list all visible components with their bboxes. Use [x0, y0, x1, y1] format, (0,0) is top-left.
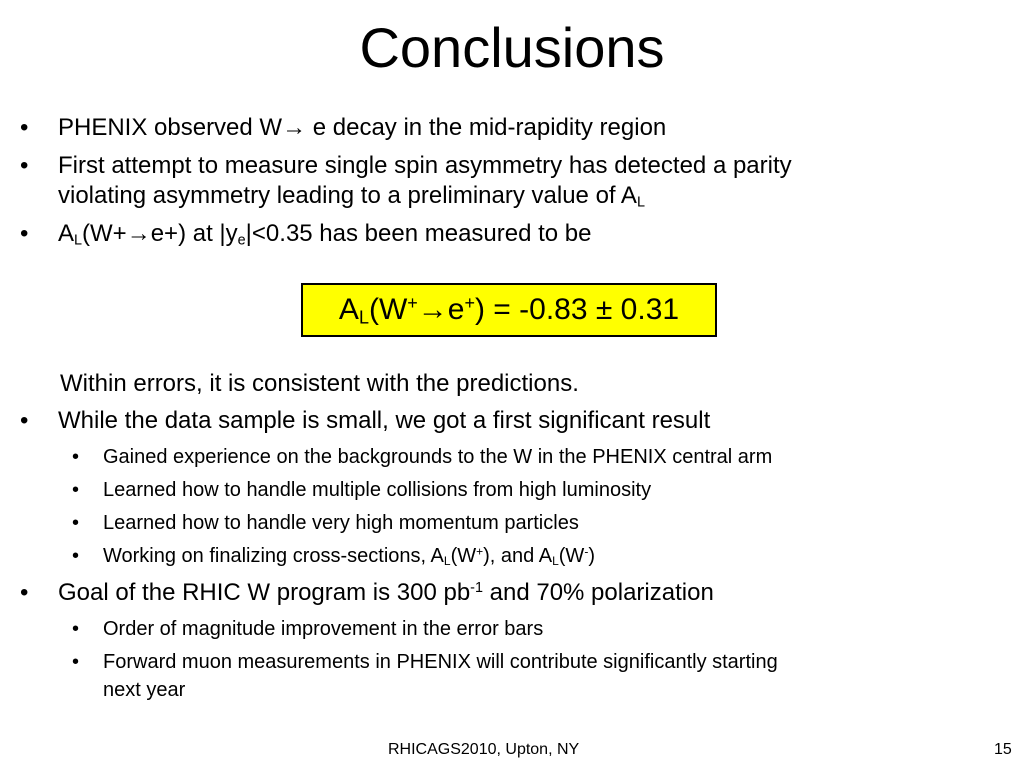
bullet-glyph: • [72, 545, 80, 567]
arrow-icon: → [417, 293, 448, 326]
subscript: L [443, 554, 451, 568]
bullet-text: Order of magnitude improvement in the error bars [103, 618, 544, 640]
bullet-text: Gained experience on the backgrounds to the W in the PHENIX central arm [103, 446, 773, 468]
footer-center: RHICAGS2010, Upton, NY [388, 741, 580, 758]
bullet-glyph: • [72, 651, 80, 673]
text-part: A [58, 220, 75, 247]
superscript: + [476, 544, 484, 559]
bullet-text [103, 543, 595, 569]
bullet-text [58, 113, 666, 143]
bullet-glyph: • [20, 220, 29, 247]
bullet-text [58, 578, 714, 608]
subscript: L [358, 307, 369, 328]
bullet-text: While the data sample is small, we got a first significant result [58, 407, 711, 434]
bullet-glyph: • [72, 479, 80, 501]
text-part: A [338, 293, 359, 326]
text-part: ) = -0.83 ± 0.31 [474, 293, 680, 326]
bullet-glyph: • [20, 579, 29, 606]
bullet-glyph: • [20, 114, 29, 141]
superscript: + [407, 293, 418, 314]
bullet-text: Learned how to handle very high momentum particles [103, 512, 579, 534]
subscript: L [636, 194, 645, 211]
bullet-text: Forward muon measurements in PHENIX will contribute significantly starting [103, 651, 778, 673]
arrow-icon: → [126, 220, 151, 247]
bullet-text: Within errors, it is consistent with the predictions. [60, 370, 579, 397]
page-number: 15 [994, 741, 1012, 758]
text-part: PHENIX observed W [58, 114, 283, 141]
subscript: L [74, 232, 83, 249]
superscript: - [584, 544, 589, 559]
bullet-text [58, 219, 592, 249]
bullet-glyph: • [20, 407, 29, 434]
text-part: |<0.35 has been measured to be [245, 220, 592, 247]
text-part: (W [368, 293, 408, 326]
superscript: -1 [470, 580, 483, 597]
text-part: (W+ [82, 220, 127, 247]
arrow-icon: → [282, 114, 307, 141]
superscript: + [464, 293, 475, 314]
result-box [301, 283, 717, 337]
text-part: e [447, 293, 465, 326]
subscript: L [552, 554, 559, 568]
text-part: Working on finalizing cross-sections, A [103, 545, 444, 567]
text-part: violating asymmetry leading to a preliminary value of A [58, 182, 637, 209]
text-part: e decay in the mid-rapidity region [306, 114, 667, 141]
text-part: and 70% polarization [482, 579, 714, 606]
subscript: e [237, 232, 246, 249]
bullet-glyph: • [72, 512, 80, 534]
bullet-glyph: • [20, 152, 29, 179]
bullet-text: Learned how to handle multiple collisions from high luminosity [103, 479, 652, 501]
bullet-glyph: • [72, 446, 80, 468]
bullet-text [58, 181, 645, 211]
text-part: (W [450, 545, 477, 567]
bullet-glyph: • [72, 618, 80, 640]
slide-title: Conclusions [359, 16, 665, 79]
text-part: Goal of the RHIC W program is 300 pb [58, 579, 471, 606]
bullet-text: First attempt to measure single spin asymmetry has detected a parity [58, 152, 792, 179]
bullet-text: next year [103, 679, 186, 701]
text-part: (W [558, 545, 585, 567]
text-part: e+) at |y [150, 220, 238, 247]
text-part: ) [588, 545, 595, 567]
text-part: ), and A [483, 545, 553, 567]
